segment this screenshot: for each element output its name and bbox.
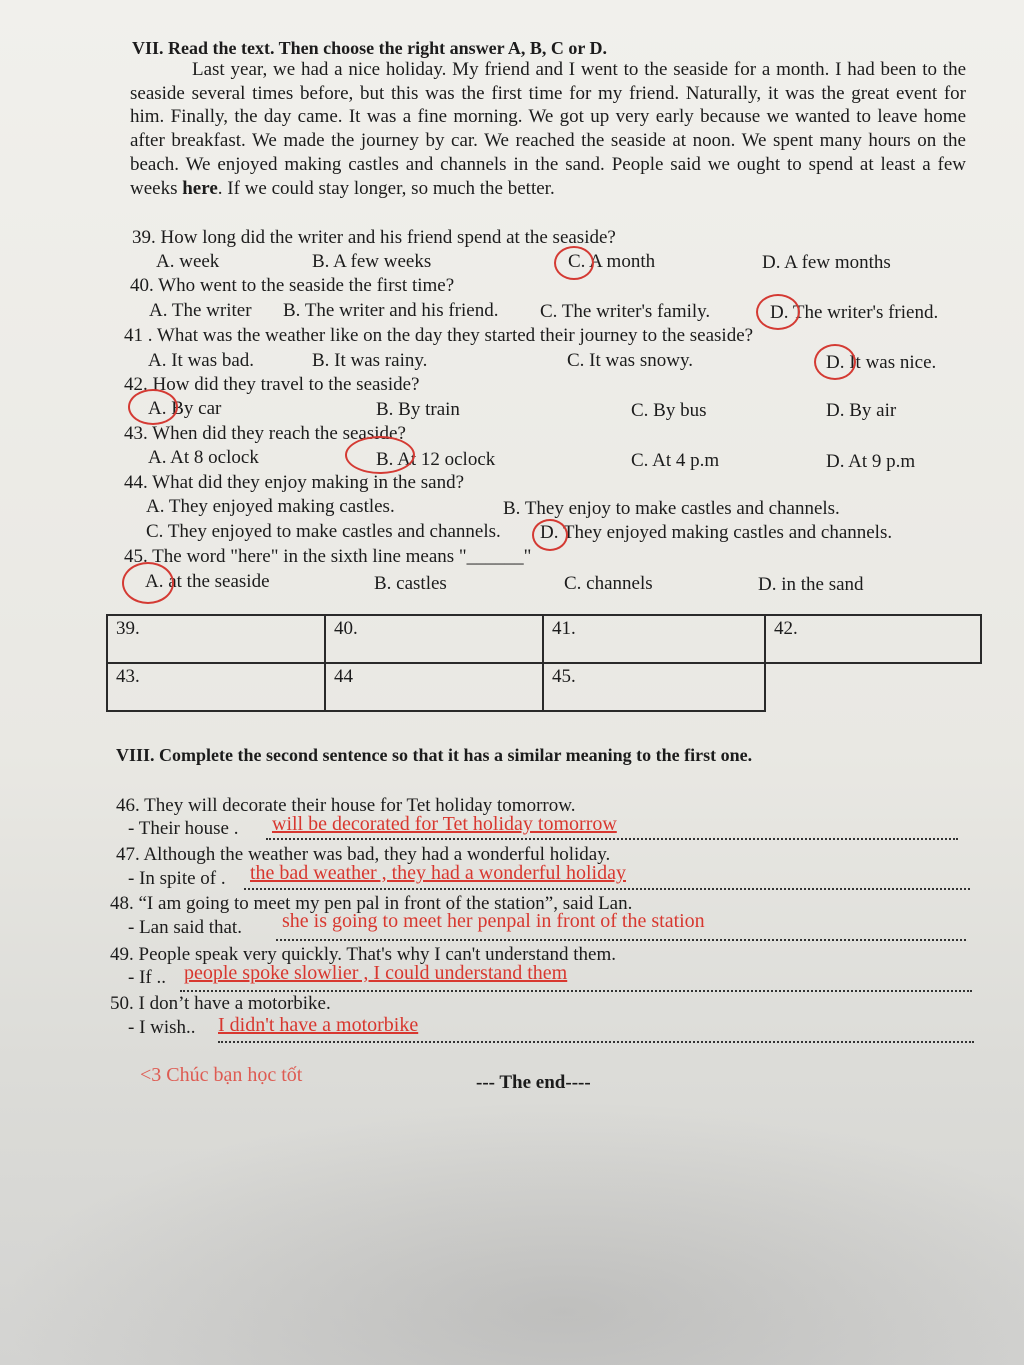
q44-answer-circle (532, 519, 568, 551)
q41-option-c: C. It was snowy. (567, 350, 693, 371)
question-45: 45. The word "here" in the sixth line means "______" (124, 546, 532, 567)
q45-option-c: C. channels (564, 573, 653, 594)
q39-option-d: D. A few months (762, 252, 891, 273)
passage-text: Last year, we had a nice holiday. My friend and I went to the seaside for a month. I had been to the seaside several times before, but this was the first time for my friend. Naturally, it was the great event for him. Finally, the day came. It was a fine morning. We got up very early because we wanted to leave home after breakfast. We made the journey by car. We reached the seaside at noon. We spent many hours on the beach. We enjoyed making castles and channels in the sand. People said we ought to spend at least a few weeks (130, 59, 966, 199)
answer-cell-39[interactable]: 39. (107, 615, 325, 663)
question-42: 42. How did they travel to the seaside? (124, 374, 420, 395)
passage-bold-word: here (182, 177, 218, 199)
q50-answer[interactable]: I didn't have a motorbike (218, 1014, 419, 1036)
q45-option-a: A. at the seaside (145, 571, 270, 592)
answer-cell-41[interactable]: 41. (543, 615, 765, 663)
q40-option-c: C. The writer's family. (540, 301, 711, 322)
q40-option-d: D. The writer's friend. (770, 302, 939, 323)
answer-cell-empty (765, 663, 981, 711)
q46-prompt: - Their house . (128, 818, 239, 839)
q48-answer-line (276, 939, 966, 941)
page-shadow (0, 1100, 1024, 1365)
q47-answer[interactable]: the bad weather , they had a wonderful holiday (250, 862, 626, 884)
section-7-title: VII. Read the text. Then choose the right answer A, B, C or D. (132, 38, 607, 58)
question-48: 48. “I am going to meet my pen pal in front of the station”, said Lan. (110, 893, 633, 914)
q41-answer-circle (814, 344, 856, 380)
q45-option-d: D. in the sand (758, 574, 864, 595)
q45-option-b: B. castles (374, 573, 447, 594)
q42-option-b: B. By train (376, 399, 460, 420)
q47-answer-line (244, 888, 970, 890)
question-46: 46. They will decorate their house for Tet holiday tomorrow. (116, 795, 576, 816)
q43-answer-circle (345, 436, 415, 474)
passage-end: . If we could stay longer, so much the better. (217, 177, 555, 199)
q44-option-a: A. They enjoyed making castles. (146, 496, 395, 517)
q39-option-a: A. week (156, 251, 220, 272)
q40-answer-circle (756, 294, 800, 330)
q46-answer-line (266, 838, 958, 840)
question-50: 50. I don’t have a motorbike. (110, 993, 331, 1014)
answer-cell-44[interactable]: 44 (325, 663, 543, 711)
q46-answer[interactable]: will be decorated for Tet holiday tomorrow (272, 813, 617, 835)
q43-option-b: B. At 12 oclock (376, 449, 496, 470)
q48-answer[interactable]: she is going to meet her penpal in front of the station (282, 910, 705, 932)
q41-option-b: B. It was rainy. (312, 350, 428, 371)
q41-option-a: A. It was bad. (148, 350, 255, 371)
q42-answer-circle (128, 389, 178, 425)
reading-passage (130, 58, 966, 200)
answer-grid-row (107, 663, 981, 711)
question-44: 44. What did they enjoy making in the sand? (124, 472, 464, 493)
question-39: 39. How long did the writer and his friend spend at the seaside? (132, 227, 616, 248)
q41-option-d: D. It was nice. (826, 352, 937, 373)
q39-option-b: B. A few weeks (312, 251, 432, 272)
answer-cell-45[interactable]: 45. (543, 663, 765, 711)
q42-option-d: D. By air (826, 400, 897, 421)
question-47: 47. Although the weather was bad, they had a wonderful holiday. (116, 844, 611, 865)
q43-option-d: D. At 9 p.m (826, 451, 916, 472)
q44-option-b: B. They enjoy to make castles and channels. (503, 498, 840, 519)
q39-answer-circle (554, 246, 594, 280)
q39-option-c: C. A month (568, 251, 656, 272)
q48-prompt: - Lan said that. (128, 917, 242, 938)
q44-option-d: D. They enjoyed making castles and channels. (540, 522, 893, 543)
q47-prompt: - In spite of . (128, 868, 226, 889)
question-43: 43. When did they reach the seaside? (124, 423, 406, 444)
q44-option-c: C. They enjoyed to make castles and channels. (146, 521, 501, 542)
the-end-label: --- The end---- (476, 1072, 591, 1093)
q49-prompt: - If .. (128, 967, 166, 988)
answer-cell-43[interactable]: 43. (107, 663, 325, 711)
handwritten-note: <3 Chúc bạn học tốt (140, 1064, 303, 1086)
question-40: 40. Who went to the seaside the first time? (130, 275, 455, 296)
section-8-title: VIII. Complete the second sentence so that it has a similar meaning to the first one. (116, 745, 753, 765)
answer-cell-40[interactable]: 40. (325, 615, 543, 663)
q49-answer[interactable]: people spoke slowlier , I could understand them (184, 962, 568, 984)
answer-grid-row (107, 615, 981, 663)
question-49: 49. People speak very quickly. That's why I can't understand them. (110, 944, 617, 965)
q50-answer-line (218, 1041, 974, 1043)
q42-option-a: A. By car (148, 398, 222, 419)
question-41: 41 . What was the weather like on the day they started their journey to the seaside? (124, 325, 754, 346)
answer-grid (106, 614, 982, 712)
q42-option-c: C. By bus (631, 400, 707, 421)
q40-option-a: A. The writer (149, 300, 252, 321)
q43-option-c: C. At 4 p.m (631, 450, 720, 471)
q40-option-b: B. The writer and his friend. (283, 300, 499, 321)
q45-answer-circle (122, 562, 174, 604)
q43-option-a: A. At 8 oclock (148, 447, 259, 468)
q50-prompt: - I wish.. (128, 1017, 196, 1038)
answer-cell-42[interactable]: 42. (765, 615, 981, 663)
